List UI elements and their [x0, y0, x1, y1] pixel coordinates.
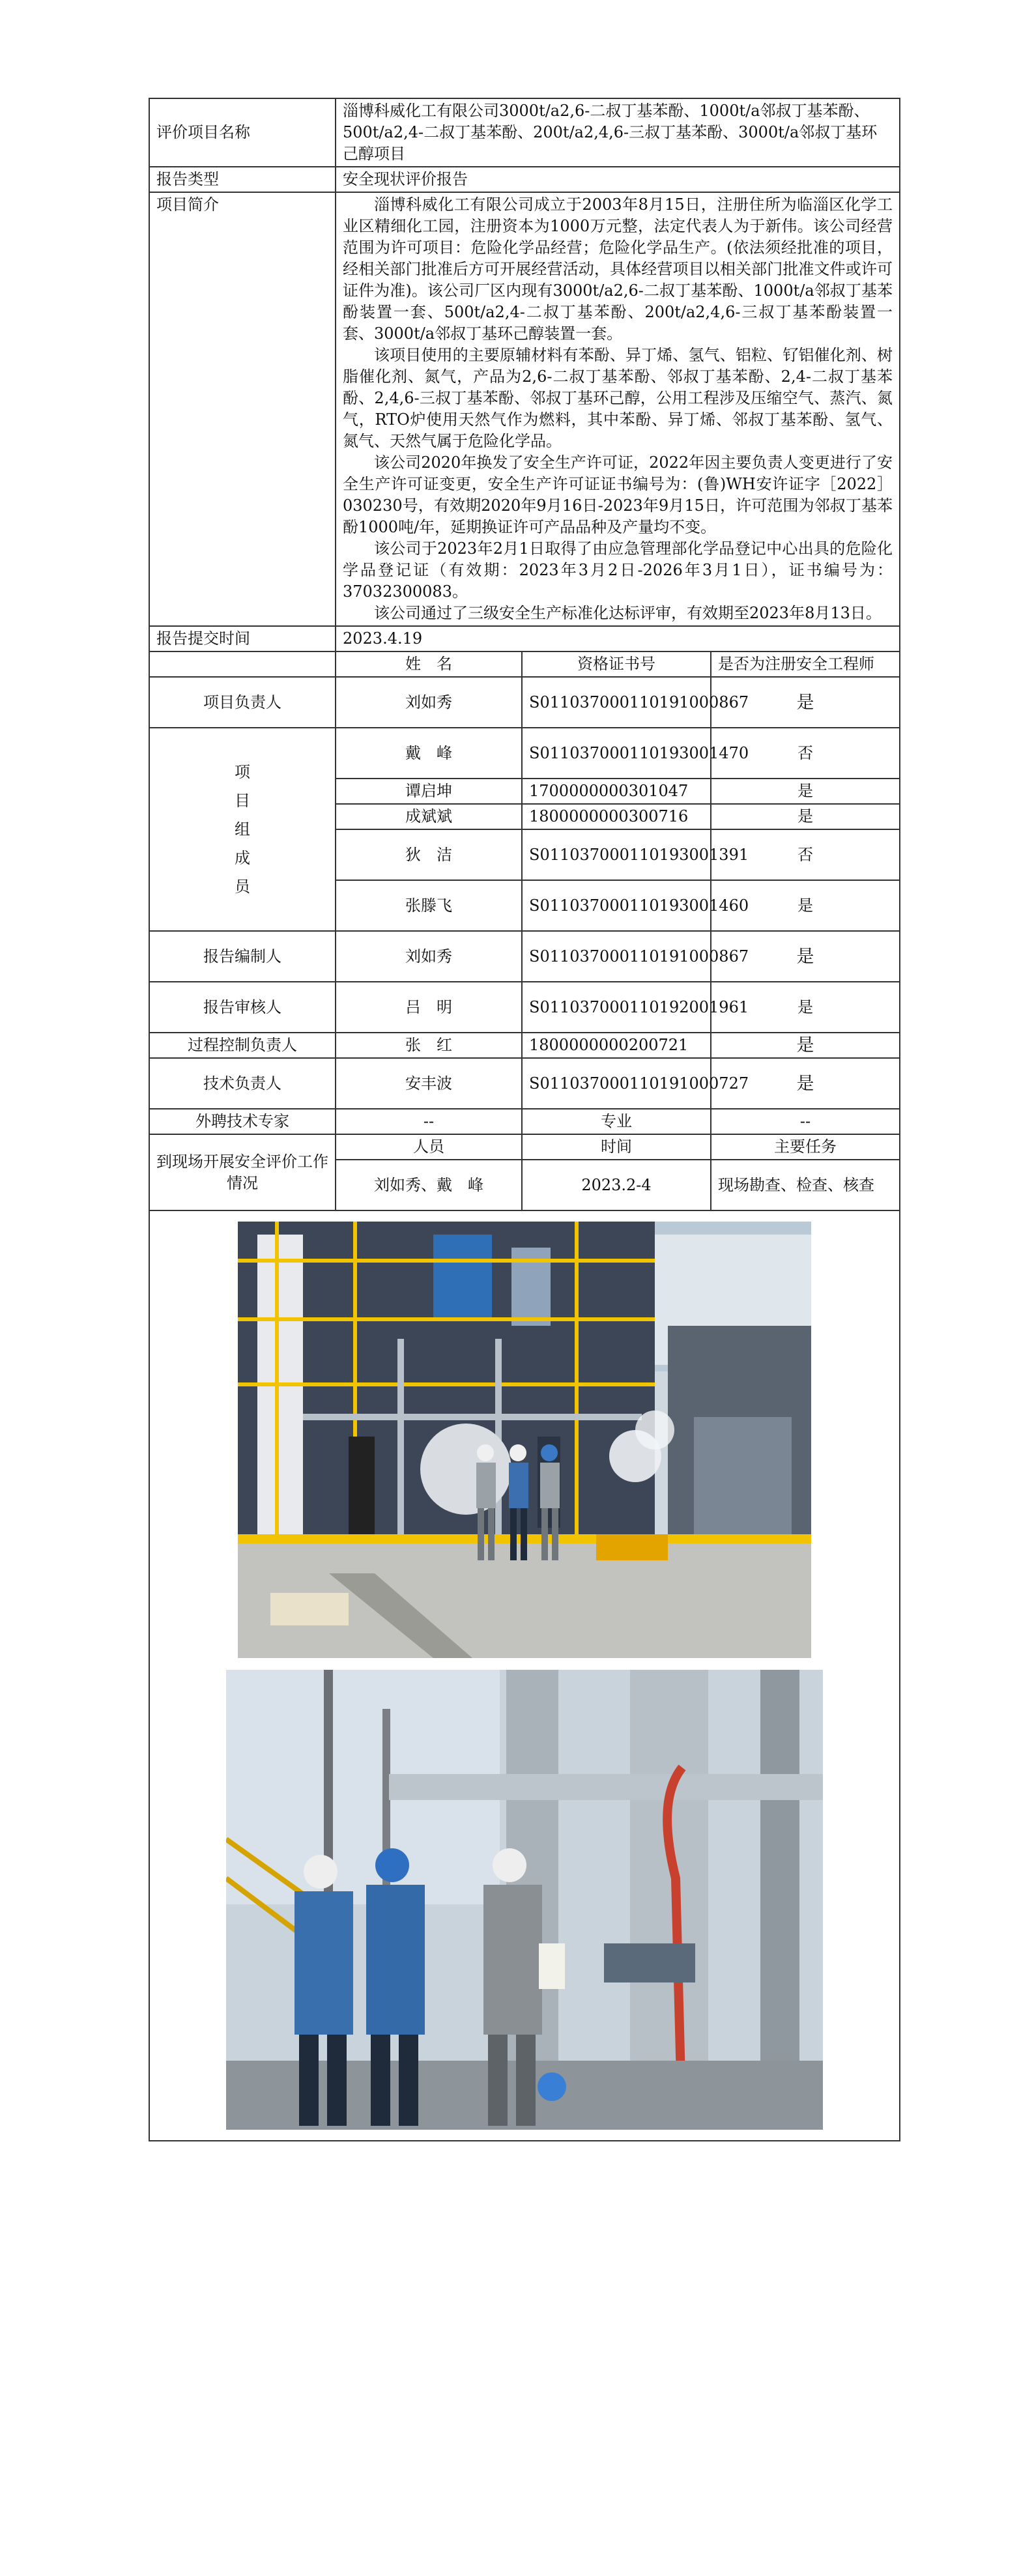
reviewer-row — [149, 982, 900, 1033]
intro-paragraph: 淄博科威化工有限公司成立于2003年8月15日，注册住所为临淄区化学工业区精细化工园，注册资本为1000万元整，法定代表人为于新伟。该公司经营范围为许可项目：危险化学品经营；危险化学品生产。(依法须经批准的项目，经相关部门批准后方可开展经营活动，具体经营项目以相关部门批准文件或许可证件为准)。该公司厂区内现有3000t/a2,6-二叔丁基苯酚、1000t/a邻叔丁基苯酚装置一套、500t/a2,4-二叔丁基苯酚、200t/a2,4,6-三叔丁基苯酚装置一套、3000t/a邻叔丁基环己醇装置一套。 — [343, 195, 893, 343]
member-row — [149, 728, 900, 779]
process-reg: 是 — [711, 1033, 900, 1058]
member-cert: 1800000000300716 — [522, 804, 711, 829]
tech-name: 安丰波 — [336, 1058, 522, 1109]
intro-paragraph: 该公司2020年换发了安全生产许可证，2022年因主要负责人变更进行了安全生产许可证变更，安全生产许可证证书编号为：(鲁)WH安许证字［2022］030230号，有效期2020年9月16日-2023年9月15日，许可范围为邻叔丁基苯酚1000吨/年，延期换证许可产品品种及产量均不变。 — [343, 453, 893, 536]
member-name: 张滕飞 — [336, 880, 522, 931]
photos-cell — [149, 1210, 900, 2141]
member-name: 谭启坤 — [336, 779, 522, 804]
member-reg: 是 — [711, 880, 900, 931]
process-row — [149, 1033, 900, 1058]
expert-name: -- — [336, 1109, 522, 1134]
col-reg-header: 是否为注册安全工程师 — [711, 651, 900, 677]
expert-label: 外聘技术专家 — [149, 1109, 336, 1134]
member-name: 戴 峰 — [336, 728, 522, 779]
intro-label: 项目简介 — [149, 192, 336, 626]
reviewer-label: 报告审核人 — [149, 982, 336, 1033]
leader-row — [149, 677, 900, 728]
site-person: 刘如秀、戴 峰 — [336, 1160, 522, 1210]
col-name-header: 姓 名 — [336, 651, 522, 677]
site-header-row — [149, 1134, 900, 1160]
col-cert-header: 资格证书号 — [522, 651, 711, 677]
editor-cert: S011037000110191000867 — [522, 931, 711, 982]
editor-reg: 是 — [711, 931, 900, 982]
evaluation-info-table — [149, 98, 900, 2141]
expert-reg: -- — [711, 1109, 900, 1134]
project-name-label: 评价项目名称 — [149, 98, 336, 167]
member-reg: 否 — [711, 728, 900, 779]
editor-row — [149, 931, 900, 982]
site-time: 2023.2-4 — [522, 1160, 711, 1210]
intro-paragraph: 该公司于2023年2月1日取得了由应急管理部化学品登记中心出具的危险化学品登记证（有效期：2023年3月2日-2026年3月1日），证书编号为：37032300083。 — [343, 539, 893, 601]
member-cert: S011037000110193001470 — [522, 728, 711, 779]
leader-label: 项目负责人 — [149, 677, 336, 728]
member-reg: 是 — [711, 804, 900, 829]
editor-name: 刘如秀 — [336, 931, 522, 982]
members-label: 项 目 组 成 员 — [149, 728, 336, 931]
member-name: 狄 洁 — [336, 829, 522, 880]
member-reg: 否 — [711, 829, 900, 880]
member-cert: S011037000110193001391 — [522, 829, 711, 880]
process-cert: 1800000000200721 — [522, 1033, 711, 1058]
staff-header-row — [149, 651, 900, 677]
site-label: 到现场开展安全评价工作情况 — [149, 1134, 336, 1210]
tech-cert: S011037000110191000727 — [522, 1058, 711, 1109]
report-type-row — [149, 167, 900, 192]
submit-label: 报告提交时间 — [149, 626, 336, 651]
member-cert: S011037000110193001460 — [522, 880, 711, 931]
member-reg: 是 — [711, 779, 900, 804]
expert-row — [149, 1109, 900, 1134]
reviewer-name: 吕 明 — [336, 982, 522, 1033]
intro-text — [336, 192, 900, 626]
photos-row — [149, 1210, 900, 2141]
site-person-header: 人员 — [336, 1134, 522, 1160]
tech-label: 技术负责人 — [149, 1058, 336, 1109]
editor-label: 报告编制人 — [149, 931, 336, 982]
project-name-value: 淄博科威化工有限公司3000t/a2,6-二叔丁基苯酚、1000t/a邻叔丁基苯酚、500t/a2,4-二叔丁基苯酚、200t/a2,4,6-三叔丁基苯酚、3000t/a邻叔丁基环己醇项目 — [336, 98, 900, 167]
process-name: 张 红 — [336, 1033, 522, 1058]
reviewer-reg: 是 — [711, 982, 900, 1033]
site-time-header: 时间 — [522, 1134, 711, 1160]
expert-field: 专业 — [522, 1109, 711, 1134]
project-name-row — [149, 98, 900, 167]
intro-paragraph: 该公司通过了三级安全生产标准化达标评审，有效期至2023年8月13日。 — [374, 604, 882, 622]
member-cert: 1700000000301047 — [522, 779, 711, 804]
member-name: 成斌斌 — [336, 804, 522, 829]
leader-reg: 是 — [711, 677, 900, 728]
tech-reg: 是 — [711, 1058, 900, 1109]
reviewer-cert: S011037000110192001961 — [522, 982, 711, 1033]
site-task: 现场勘查、检查、核查 — [711, 1160, 900, 1210]
tech-row — [149, 1058, 900, 1109]
intro-paragraph: 该项目使用的主要原辅材料有苯酚、异丁烯、氢气、铝粒、钌铝催化剂、树脂催化剂、氮气，产品为2,6-二叔丁基苯酚、邻叔丁基苯酚、2,4-二叔丁基苯酚、2,4,6-三叔丁基苯酚、邻叔丁基环己醇，公用工程涉及压缩空气、蒸汽、氮气，RTO炉使用天然气作为燃料，其中苯酚、异丁烯、邻叔丁基苯酚、氢气、氮气、天然气属于危险化学品。 — [343, 346, 893, 450]
leader-cert: S011037000110191000867 — [522, 677, 711, 728]
report-type-value: 安全现状评价报告 — [336, 167, 900, 192]
leader-name: 刘如秀 — [336, 677, 522, 728]
submit-row — [149, 626, 900, 651]
site-photo-plant — [238, 1222, 811, 1658]
submit-date: 2023.4.19 — [336, 626, 900, 651]
evaluation-info-page — [149, 98, 899, 2141]
site-photo-inspection — [226, 1670, 823, 2130]
site-task-header: 主要任务 — [711, 1134, 900, 1160]
process-label: 过程控制负责人 — [149, 1033, 336, 1058]
report-type-label: 报告类型 — [149, 167, 336, 192]
intro-row — [149, 192, 900, 626]
